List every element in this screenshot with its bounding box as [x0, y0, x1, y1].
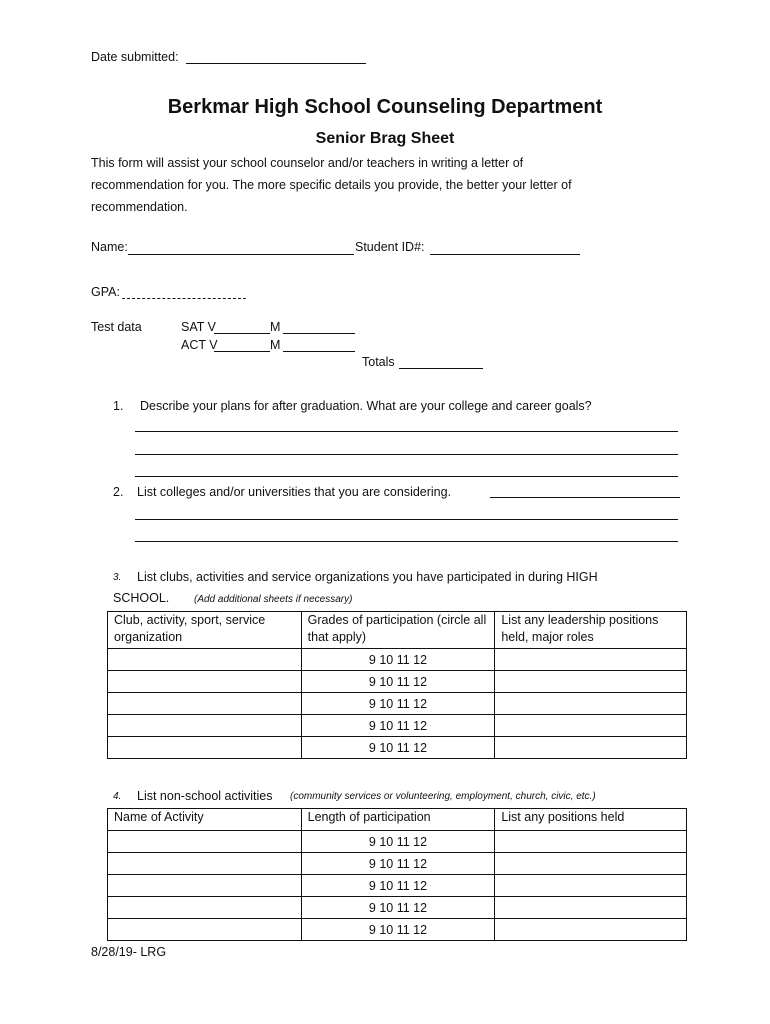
q3-text-line-2: SCHOOL.	[113, 591, 170, 605]
col-header-grades: Grades of participation (circle all that apply)	[301, 612, 495, 649]
act-math-field[interactable]	[283, 351, 355, 352]
length-cell[interactable]: 9 10 11 12	[301, 831, 495, 853]
table-header-row	[108, 809, 687, 831]
student-id-field[interactable]	[430, 254, 580, 255]
gpa-field[interactable]	[122, 298, 246, 299]
col-header-activity: Name of Activity	[108, 809, 302, 831]
sat-math-field[interactable]	[283, 333, 355, 334]
col-header-length: Length of participation	[301, 809, 495, 831]
date-submitted-field[interactable]	[186, 63, 366, 64]
q1-answer-line-3[interactable]	[135, 476, 678, 477]
club-cell[interactable]	[108, 649, 302, 671]
club-cell[interactable]	[108, 693, 302, 715]
q2-answer-line-1[interactable]	[135, 519, 678, 520]
grades-cell[interactable]: 9 10 11 12	[301, 715, 495, 737]
positions-cell[interactable]	[495, 875, 687, 897]
name-label: Name:	[91, 240, 128, 254]
activity-cell[interactable]	[108, 831, 302, 853]
q2-number: 2.	[113, 485, 124, 499]
col-header-positions: List any positions held	[495, 809, 687, 831]
q1-answer-line-1[interactable]	[135, 431, 678, 432]
page-subtitle: Senior Brag Sheet	[315, 130, 455, 147]
grades-cell[interactable]: 9 10 11 12	[301, 693, 495, 715]
length-cell[interactable]: 9 10 11 12	[301, 897, 495, 919]
q1-number: 1.	[113, 399, 124, 413]
activity-cell[interactable]	[108, 919, 302, 941]
page-title: Berkmar High School Counseling Department	[167, 96, 603, 118]
q4-note: (community services or volunteering, employment, church, civic, etc.)	[290, 791, 596, 802]
leadership-cell[interactable]	[495, 693, 687, 715]
act-verbal-field[interactable]	[214, 351, 270, 352]
leadership-cell[interactable]	[495, 649, 687, 671]
length-cell[interactable]: 9 10 11 12	[301, 875, 495, 897]
act-math-label: M	[270, 338, 281, 352]
leadership-cell[interactable]	[495, 737, 687, 759]
table-row	[108, 897, 687, 919]
sat-verbal-field[interactable]	[214, 333, 270, 334]
leadership-cell[interactable]	[495, 671, 687, 693]
table-row	[108, 919, 687, 941]
table-row	[108, 715, 687, 737]
club-cell[interactable]	[108, 715, 302, 737]
table-row	[108, 693, 687, 715]
intro-line-3: recommendation.	[91, 200, 188, 214]
q2-answer-inline[interactable]	[490, 497, 680, 498]
table-row	[108, 671, 687, 693]
test-data-label: Test data	[91, 320, 142, 334]
act-verbal-label: ACT V	[181, 338, 218, 352]
table-row	[108, 875, 687, 897]
q1-text: Describe your plans for after graduation. What are your college and career goals?	[140, 399, 592, 413]
q2-text: List colleges and/or universities that you are considering.	[137, 485, 452, 499]
student-id-label: Student ID#:	[355, 240, 425, 254]
activity-cell[interactable]	[108, 875, 302, 897]
non-school-table	[107, 808, 687, 941]
positions-cell[interactable]	[495, 853, 687, 875]
sat-math-label: M	[270, 320, 281, 334]
length-cell[interactable]: 9 10 11 12	[301, 919, 495, 941]
club-cell[interactable]	[108, 737, 302, 759]
totals-label: Totals	[362, 355, 395, 369]
activity-cell[interactable]	[108, 853, 302, 875]
col-header-club: Club, activity, sport, service organization	[108, 612, 302, 649]
table-header-row	[108, 612, 687, 649]
grades-cell[interactable]: 9 10 11 12	[301, 671, 495, 693]
table-row	[108, 737, 687, 759]
sat-verbal-label: SAT V	[181, 320, 216, 334]
table-row	[108, 831, 687, 853]
gpa-label: GPA:	[91, 285, 120, 299]
totals-field[interactable]	[399, 368, 483, 369]
clubs-table	[107, 611, 687, 759]
positions-cell[interactable]	[495, 919, 687, 941]
q3-note: (Add additional sheets if necessary)	[194, 594, 353, 605]
footer-date: 8/28/19- LRG	[91, 945, 167, 959]
club-cell[interactable]	[108, 671, 302, 693]
name-field[interactable]	[128, 254, 354, 255]
positions-cell[interactable]	[495, 897, 687, 919]
q2-answer-line-2[interactable]	[135, 541, 678, 542]
grades-cell[interactable]: 9 10 11 12	[301, 649, 495, 671]
length-cell[interactable]: 9 10 11 12	[301, 853, 495, 875]
col-header-leadership: List any leadership positions held, major roles	[495, 612, 687, 649]
activity-cell[interactable]	[108, 897, 302, 919]
table-row	[108, 649, 687, 671]
intro-line-2: recommendation for you. The more specific details you provide, the better your letter of	[91, 178, 572, 192]
positions-cell[interactable]	[495, 831, 687, 853]
q1-answer-line-2[interactable]	[135, 454, 678, 455]
leadership-cell[interactable]	[495, 715, 687, 737]
intro-line-1: This form will assist your school counselor and/or teachers in writing a letter of	[91, 156, 524, 170]
table-row	[108, 853, 687, 875]
q3-number: 3.	[113, 572, 122, 583]
q4-text: List non-school activities	[137, 789, 273, 803]
q4-number: 4.	[113, 791, 122, 802]
grades-cell[interactable]: 9 10 11 12	[301, 737, 495, 759]
q3-text-line-1: List clubs, activities and service organizations you have participated in during HIGH	[137, 570, 598, 584]
date-submitted-label: Date submitted:	[91, 50, 179, 64]
